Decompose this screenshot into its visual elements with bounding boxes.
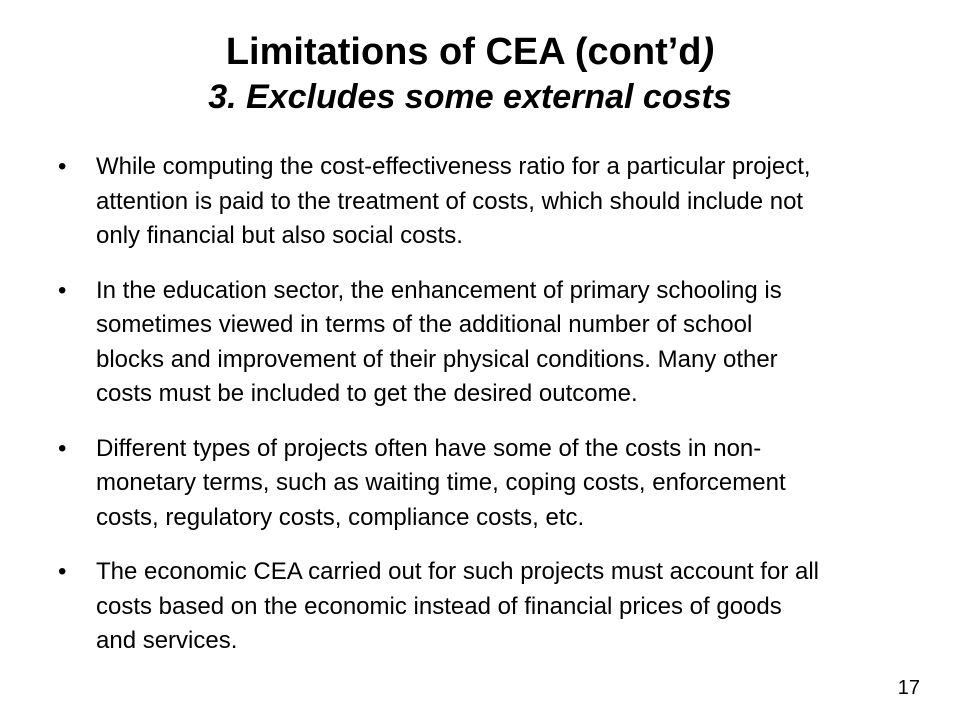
page-number: 17 bbox=[897, 677, 920, 699]
bullet-line: only financial but also social costs. bbox=[96, 222, 463, 249]
bullet-list bbox=[58, 150, 918, 679]
bullet-line: monetary terms, such as waiting time, coping costs, enforcement bbox=[96, 469, 786, 496]
title-main-text: Limitations of CEA (cont’d bbox=[225, 31, 702, 73]
title-main-line bbox=[0, 28, 940, 76]
bullet-line: costs, regulatory costs, compliance costs, etc. bbox=[96, 503, 585, 531]
bullet-item-2 bbox=[58, 274, 918, 412]
bullet-line: and services. bbox=[96, 627, 238, 654]
title-subtitle: 3. Excludes some external costs bbox=[208, 78, 732, 116]
bullet-line: costs must be included to get the desired outcome. bbox=[96, 380, 638, 407]
bullet-dot-icon: • bbox=[58, 558, 67, 585]
bullet-line: Different types of projects often have some of the costs in non- bbox=[96, 434, 762, 462]
bullet-line: attention is paid to the treatment of costs, which should include not bbox=[96, 187, 804, 215]
slide-title bbox=[0, 28, 940, 118]
bullet-item-3 bbox=[58, 432, 918, 536]
bullet-line: blocks and improvement of their physical conditions. Many other bbox=[96, 345, 778, 373]
bullet-line: In the education sector, the enhancement of primary schooling is bbox=[96, 276, 782, 304]
bullet-item-4 bbox=[58, 555, 918, 659]
bullet-line: costs based on the economic instead of financial prices of goods bbox=[96, 592, 782, 620]
bullet-line: While computing the cost-effectiveness ratio for a particular project, bbox=[96, 153, 811, 180]
bullet-line: sometimes viewed in terms of the additional number of school bbox=[96, 311, 753, 338]
bullet-dot-icon: • bbox=[58, 153, 67, 180]
bullet-dot-icon: • bbox=[58, 434, 67, 462]
bullet-item-1 bbox=[58, 150, 918, 254]
bullet-dot-icon: • bbox=[58, 276, 67, 304]
title-close-paren: ) bbox=[701, 31, 715, 73]
bullet-line: The economic CEA carried out for such projects must account for all bbox=[96, 558, 819, 585]
